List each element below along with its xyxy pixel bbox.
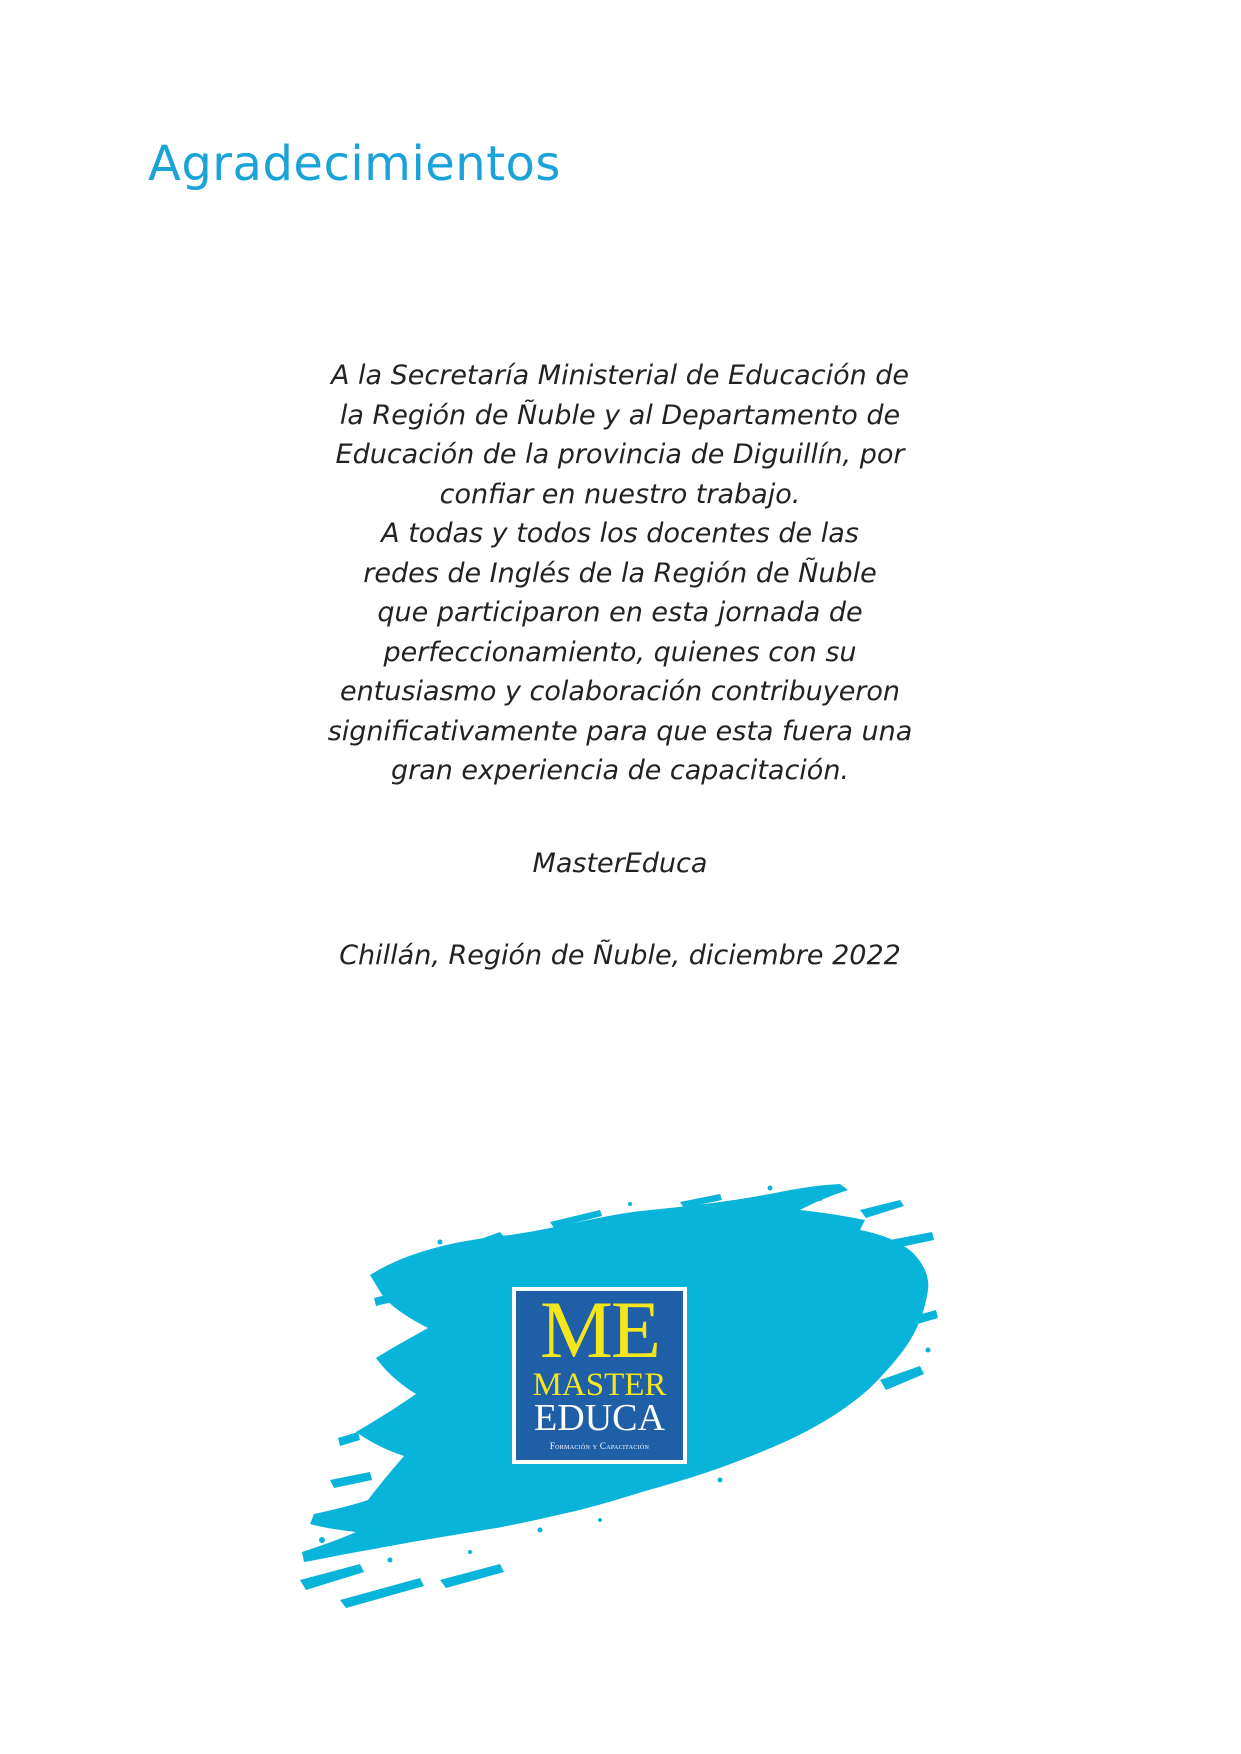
logo-tagline: Formación y Capacitación [549,1441,650,1451]
text-line: A todas y todos los docentes de las [381,518,859,549]
text-line: significativamente para que esta fuera una [327,715,913,747]
place-date: Chillán, Región de Ñuble, diciembre 2022 [339,940,901,971]
text-line: redes de Inglés de la Región de Ñuble [363,557,877,589]
text-line: confiar en nuestro trabajo. [439,478,801,510]
text-line: A la Secretaría Ministerial de Educación de [330,360,910,391]
paragraph-teachers [220,514,1020,791]
signature: MasterEduca [532,848,708,879]
logo-panel [516,1291,683,1460]
mastereduca-logo [512,1287,687,1464]
text-line: que participaron en esta jornada de [377,597,863,628]
acknowledgement-text [220,356,1020,791]
text-line: la Región de Ñuble y al Departamento de [339,399,901,431]
logo-initials: ME [540,1291,659,1375]
logo-line-educa: EDUCA [534,1397,665,1439]
logo-line-master: MASTER [532,1367,667,1403]
text-line: perfeccionamiento, quienes con su [383,636,857,668]
text-line: entusiasmo y colaboración contribuyeron [339,676,901,707]
page-title: Agradecimientos [148,136,561,192]
text-line: gran experiencia de capacitación. [390,755,850,786]
text-line: Educación de la provincia de Diguillín, por [335,439,905,470]
paragraph-institutions [220,356,1020,514]
